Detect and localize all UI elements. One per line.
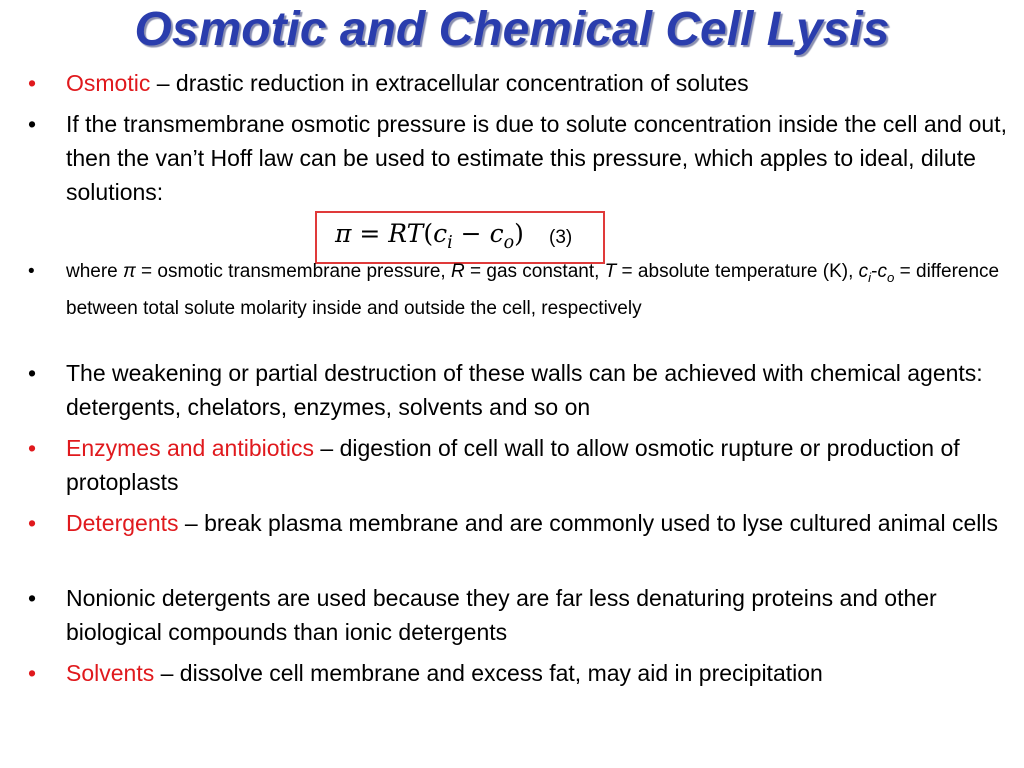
bullet-text: The weakening or partial destruction of these walls can be achieved with chemical agents: detergents, chelators, enzymes, solvents and so on	[66, 360, 983, 420]
bullet-term: Solvents	[66, 660, 155, 686]
bullet-term: Detergents	[66, 510, 179, 536]
bullet-marker: •	[28, 585, 37, 611]
bullet-marker: •	[28, 660, 37, 686]
slide-title: Osmotic and Chemical Cell Lysis	[134, 3, 890, 56]
bullet-marker: •	[28, 261, 35, 282]
bullet-term: Osmotic	[66, 70, 151, 96]
vant-hoff-equation: $\pi = RT(c_i - c_o)$	[335, 219, 524, 253]
bullet-text: – drastic reduction in extracellular concentration of solutes	[150, 70, 749, 96]
bullet-term: Enzymes and antibiotics	[66, 435, 315, 461]
equation-number: (3)	[549, 227, 573, 248]
bullet-text: where π = osmotic transmembrane pressure, R = gas constant, T = absolute temperature (K), $c_i-c_o$ = difference between total solute molarity inside and outside the cell, respectively	[66, 261, 1000, 319]
bullet-text: – break plasma membrane and are commonly used to lyse cultured animal cells	[178, 510, 998, 536]
bullet-text: Nonionic detergents are used because they are far less denaturing proteins and other biological compounds than ionic detergents	[66, 585, 937, 645]
bullet-text: – dissolve cell membrane and excess fat, may aid in precipitation	[154, 660, 823, 686]
bullet-marker: •	[28, 510, 37, 536]
bullet-marker: •	[28, 70, 37, 96]
bullet-text: – digestion of cell wall to allow osmotic rupture or production of protoplasts	[66, 435, 960, 495]
bullet-marker: •	[28, 435, 37, 461]
bullet-marker: •	[28, 111, 37, 137]
bullet-marker: •	[28, 360, 37, 386]
bullet-text: If the transmembrane osmotic pressure is due to solute concentration inside the cell and out, then the van’t Hoff law can be used to estimate this pressure, which apples to ideal, dilute solutions:	[66, 111, 1007, 205]
